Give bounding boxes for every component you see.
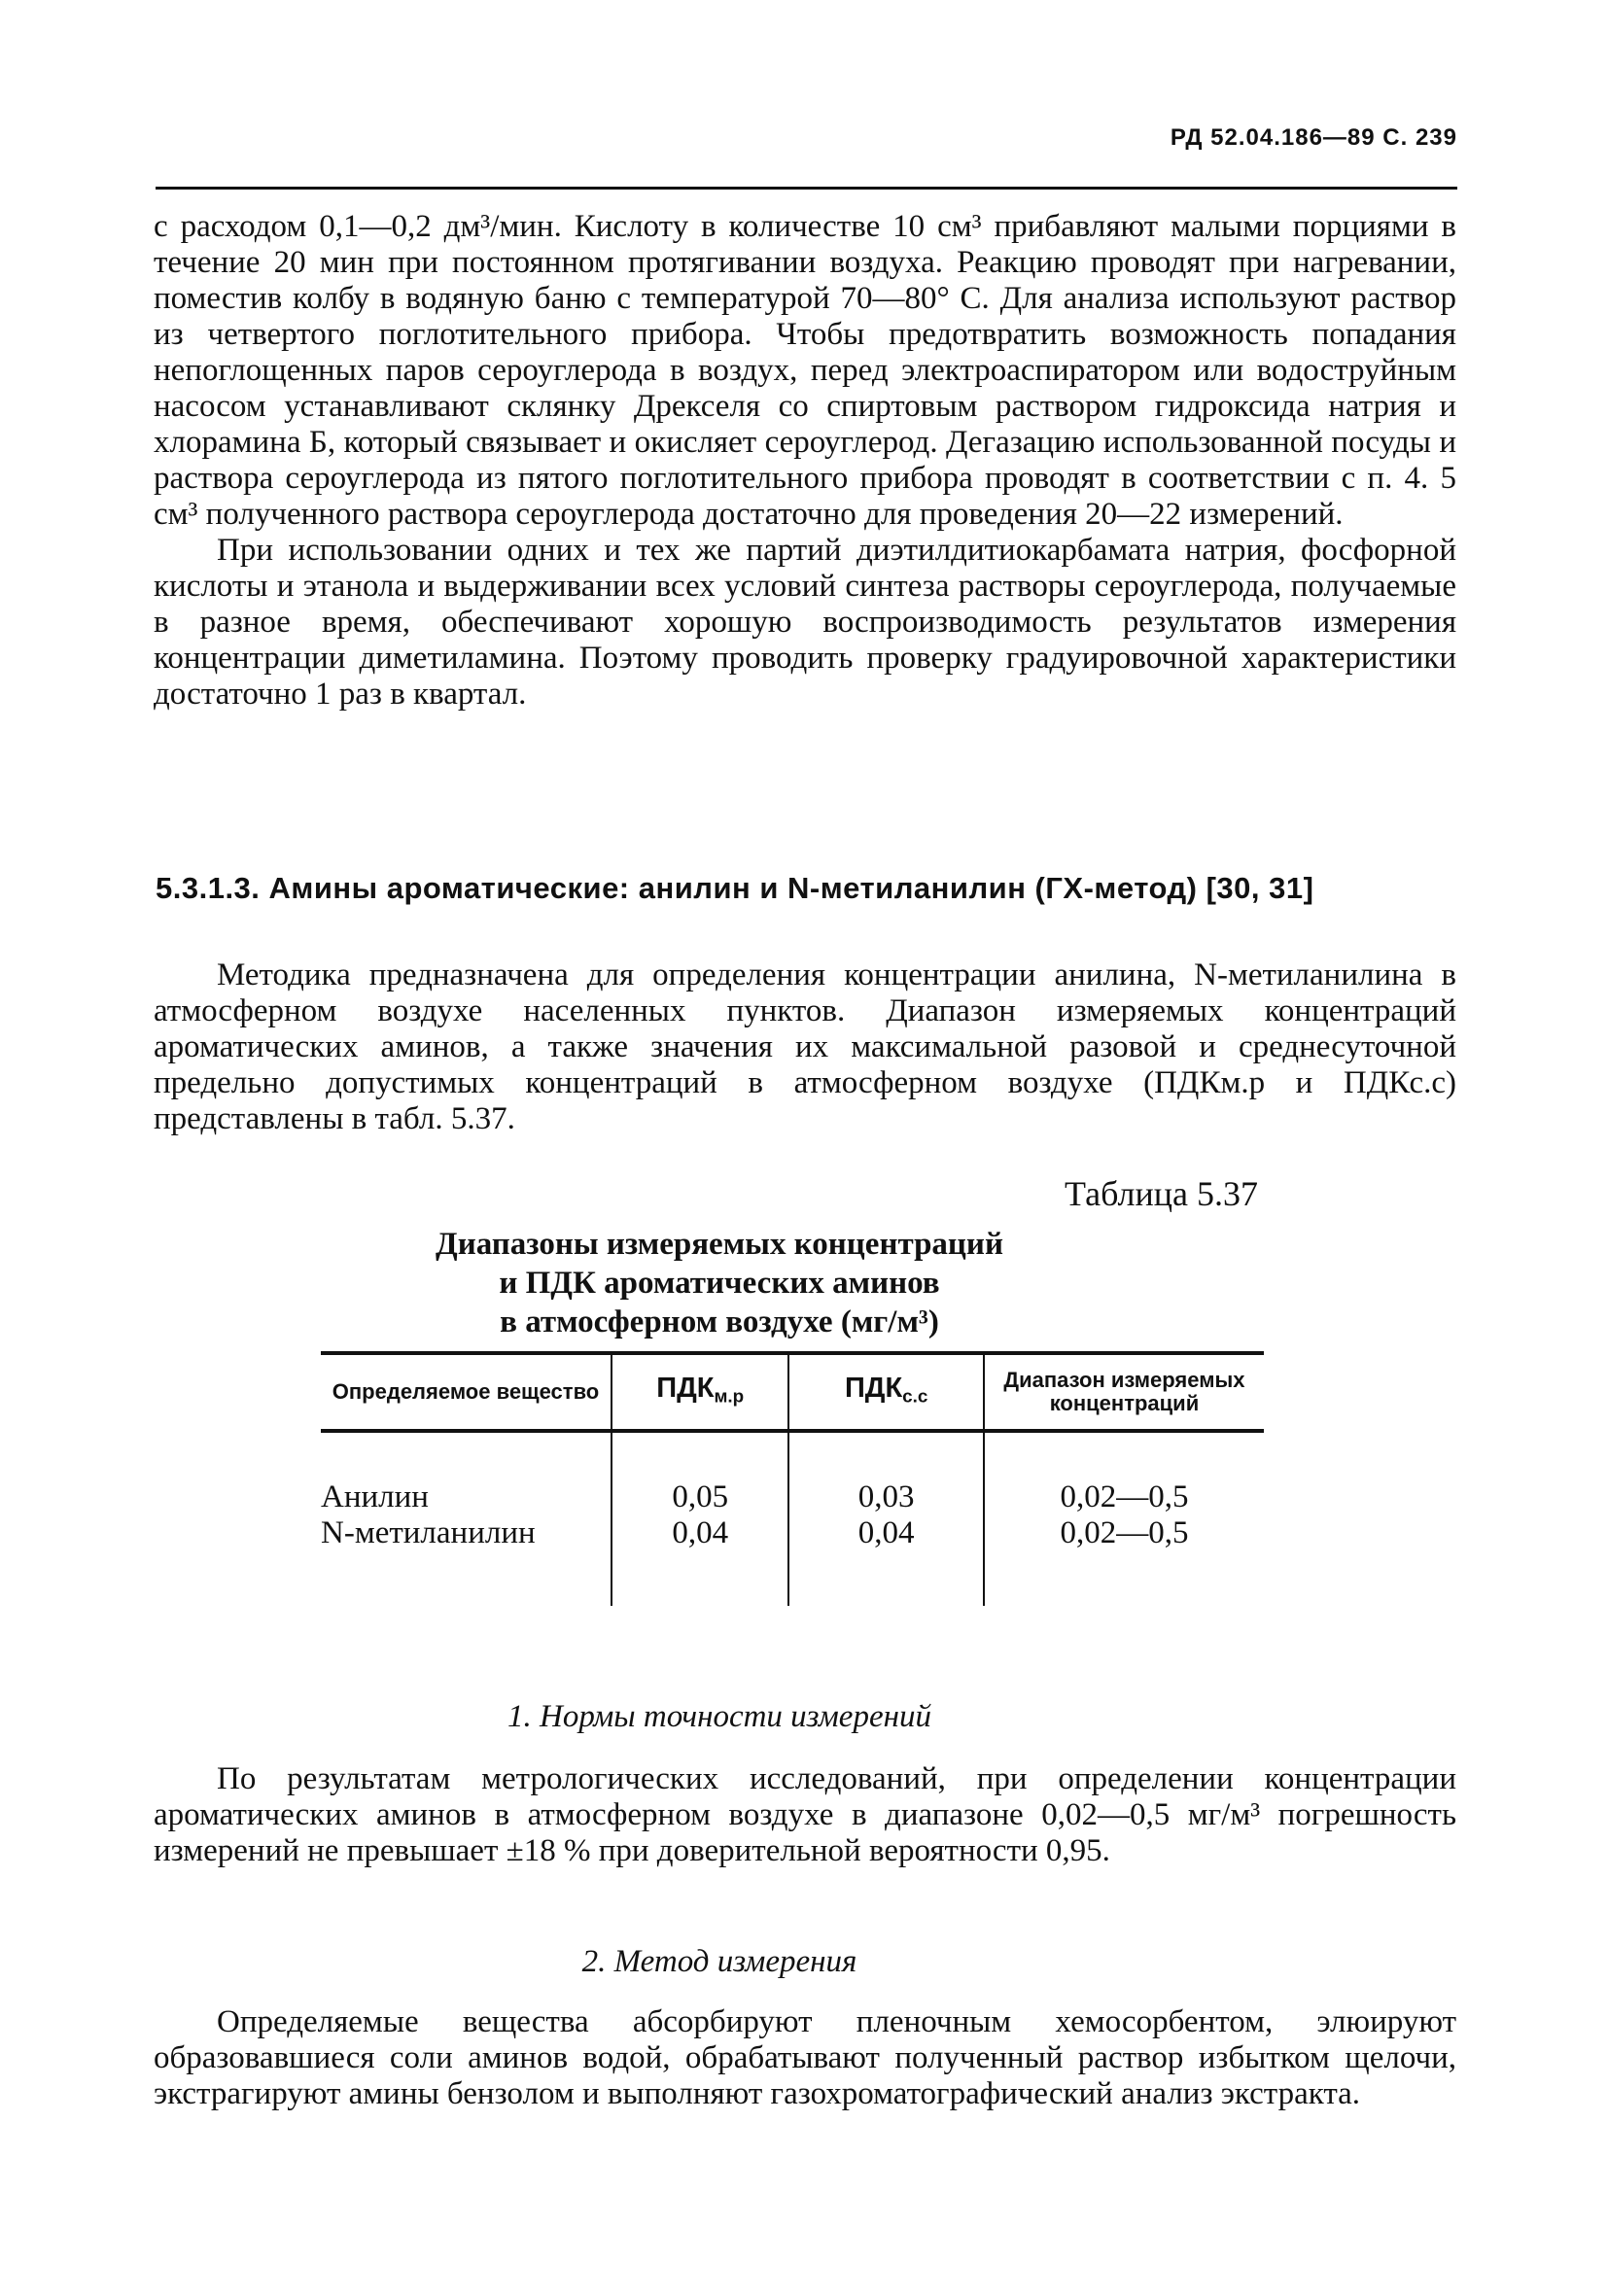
page-header: РД 52.04.186—89 С. 239 [1170, 124, 1457, 151]
section-text [154, 957, 1456, 1137]
range-cell: 0,02—0,5 0,02—0,5 [984, 1431, 1264, 1606]
intro-paragraph-2: При использовании одних и тех же партий диэтилдитиокарбамата натрия, фосфорной кислоты и этанола и выдерживании всех условий синтеза растворы сероуглерода, получаемые в разное время, обеспечивают хорошую воспроизводимость результатов измерения концентрации диметиламина. Поэтому проводить проверку градуировочной характеристики достаточно 1 раз в квартал. [154, 533, 1456, 712]
intro-text [154, 209, 1456, 713]
subsection-text-2 [154, 2004, 1456, 2112]
header-substance: Определяемое вещество [321, 1353, 612, 1431]
table-title-line: и ПДК ароматических аминов [499, 1266, 940, 1301]
subsection-title-2: 2. Метод измерения [581, 1944, 857, 1979]
pdk-mr-cell: 0,05 0,04 [612, 1431, 788, 1606]
pdk-ss-cell: 0,03 0,04 [788, 1431, 984, 1606]
section-paragraph: Методика предназначена для определения концентрации анилина, N-метиланилина в атмосферном воздухе населенных пунктов. Диапазон измеряемых концентраций ароматических аминов, а также значения их максимальной разовой и среднесуточной предельно допустимых концентраций в атмосферном воздухе (ПДКм.р и ПДКс.с) представлены в табл. 5.37. [154, 957, 1456, 1136]
subsection-paragraph-2: Определяемые вещества абсорбируют пленочным хемосорбентом, элюируют образовавшиеся соли аминов водой, обрабатывают полученный раствор избытком щелочи, экстрагируют амины бензолом и выполняют газохроматографический анализ экстракта. [154, 2004, 1456, 2111]
subsection-paragraph-1: По результатам метрологических исследований, при определении концентрации ароматических аминов в атмосферном воздухе в диапазоне 0,02—0,5 мг/м³ погрешность измерений не превышает ±18 % при доверительной вероятности 0,95. [154, 1761, 1456, 1868]
substance-cell: Анилин N-метиланилин [321, 1479, 536, 1550]
subsection-title-1: 1. Нормы точности измерений [507, 1699, 931, 1734]
header-pdk-ss: $ПДК_{с.с}$ [788, 1353, 984, 1431]
table-header-row [321, 1353, 1264, 1431]
table-title [321, 1225, 1118, 1341]
table-caption: Таблица 5.37 [1065, 1174, 1258, 1213]
header-range: Диапазон измеряемых концентраций [984, 1353, 1264, 1431]
header-rule [156, 187, 1457, 190]
table-row [321, 1431, 1264, 1606]
section-heading: 5.3.1.3. Амины ароматические: анилин и N-метиланилин (ГХ-метод) [30, 31] [156, 871, 1314, 905]
header-pdk-mr: $ПДК_{м.р}$ [612, 1353, 788, 1431]
subsection-text-1 [154, 1761, 1456, 1869]
table-title-line: в атмосферном воздухе (мг/м³) [500, 1305, 939, 1339]
data-table [321, 1351, 1264, 1606]
table-title-line: Диапазоны измеряемых концентраций [436, 1227, 1003, 1262]
intro-paragraph-1: с расходом 0,1—0,2 дм³/мин. Кислоту в количестве 10 см³ прибавляют малыми порциями в течение 20 мин при постоянном протягивании воздуха. Реакцию проводят при нагревании, поместив колбу в водяную баню с температурой 70—80° С. Для анализа используют раствор из четвертого поглотительного прибора. Чтобы предотвратить возможность попадания непоглощенных паров сероуглерода в воздух, перед электроаспиратором или водоструйным насосом устанавливают склянку Дрекселя со спиртовым раствором гидроксида натрия и хлорамина Б, который связывает и окисляет сероуглерод. Дегазацию использованной посуды и раствора сероуглерода из пятого поглотительного прибора проводят в соответствии с п. 4. 5 см³ полученного раствора сероуглерода достаточно для проведения 20—22 измерений. [154, 209, 1456, 532]
